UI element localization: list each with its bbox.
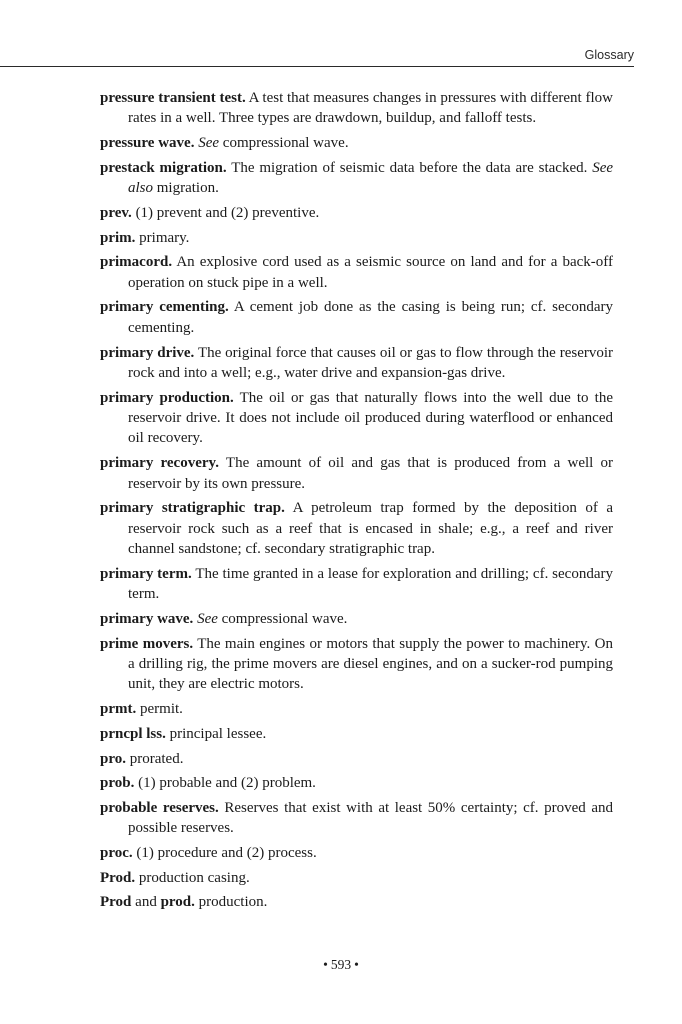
glossary-entry xyxy=(100,843,613,863)
entry-term: primacord. xyxy=(100,254,173,271)
entry-term: pressure transient test. xyxy=(100,90,246,106)
glossary-entry xyxy=(100,133,613,153)
entry-term: probable reserves. xyxy=(100,799,219,816)
glossary-entry xyxy=(100,798,613,839)
glossary-entry xyxy=(100,892,613,912)
entry-definition: primary. xyxy=(139,229,190,246)
entry-term: prmt. xyxy=(100,701,137,718)
entry-definition: prorated. xyxy=(129,750,184,767)
entry-definition: compressional wave. xyxy=(222,135,349,152)
glossary-entry xyxy=(100,749,613,769)
see-reference: See xyxy=(197,610,218,627)
entry-term: prncpl lss. xyxy=(100,725,166,742)
entry-term: prime movers. xyxy=(100,635,194,652)
glossary-entry xyxy=(100,88,613,129)
entry-term-alt: prod. xyxy=(160,894,195,911)
entry-definition: The time granted in a lease for exploration and drilling; cf. secondary term. xyxy=(128,565,613,603)
entry-term: primary cementing. xyxy=(100,299,229,316)
glossary-entries xyxy=(100,88,613,917)
glossary-entry xyxy=(100,252,613,293)
bullet-left: • xyxy=(323,957,328,972)
entry-definition: Reserves that exist with at least 50% certainty; cf. proved and possible reserves. xyxy=(128,799,613,837)
glossary-entry xyxy=(100,724,613,744)
glossary-entry xyxy=(100,773,613,793)
entry-definition: production. xyxy=(198,894,268,911)
glossary-entry xyxy=(100,388,613,449)
entry-term: primary recovery. xyxy=(100,455,219,472)
see-also-reference: See also xyxy=(128,159,614,197)
entry-term: primary term. xyxy=(100,565,192,582)
header-rule xyxy=(0,66,634,67)
entry-definition: The migration of seismic data before the data are stacked. xyxy=(231,159,588,176)
glossary-entry xyxy=(100,564,613,605)
entry-term: prev. xyxy=(100,204,132,221)
entry-definition: principal lessee. xyxy=(169,725,267,742)
entry-term: proc. xyxy=(100,845,133,862)
entry-term: primary wave. xyxy=(100,610,194,627)
entry-definition: The original force that causes oil or gas to flow through the reservoir rock and into a well; e.g., water drive and expansion-gas drive. xyxy=(128,344,614,381)
entry-term: prob. xyxy=(100,775,135,792)
entry-term: pro. xyxy=(100,750,126,767)
glossary-entry xyxy=(100,297,613,338)
entry-definition: A cement job done as the casing is being run; cf. secondary cementing. xyxy=(128,299,613,336)
running-head: Glossary xyxy=(584,48,634,62)
glossary-entry xyxy=(100,453,613,494)
entry-term: primary stratigraphic trap. xyxy=(100,500,285,517)
entry-definition: compressional wave. xyxy=(221,610,348,627)
entry-definition: A petroleum trap formed by the deposition of a reservoir rock such as a reef that is encased in shale; e.g., a reef and river channel sandstone; cf. secondary stratigraphic trap. xyxy=(128,500,613,558)
bullet-right: • xyxy=(354,957,359,972)
entry-definition: The oil or gas that naturally flows into the well due to the reservoir drive. It does not include oil produced during waterflood or enhanced oil recovery. xyxy=(128,389,614,447)
glossary-entry xyxy=(100,699,613,719)
entry-term: prim. xyxy=(100,229,136,246)
entry-conjunction: and xyxy=(135,894,157,911)
glossary-entry xyxy=(100,868,613,888)
entry-definition: A test that measures changes in pressures with different flow rates in a well. Three types are drawdown, buildup, and falloff tests. xyxy=(128,90,613,127)
entry-definition: production casing. xyxy=(138,869,250,886)
entry-definition: (1) probable and (2) problem. xyxy=(138,775,316,792)
entry-definition: An explosive cord used as a seismic source on land and for a back-off operation on stuck pipe in a well. xyxy=(128,254,613,291)
glossary-entry xyxy=(100,203,613,223)
glossary-entry xyxy=(100,158,613,199)
entry-definition: The main engines or motors that supply the power to machinery. On a drilling rig, the prime movers are diesel engines, and on a sucker-rod pumping unit, they are electric motors. xyxy=(128,635,613,693)
glossary-entry xyxy=(100,228,613,248)
entry-definition: (1) procedure and (2) process. xyxy=(136,845,317,862)
page-number: 593 xyxy=(330,957,352,972)
glossary-entry xyxy=(100,498,613,559)
entry-definition-tail: migration. xyxy=(156,180,219,197)
entry-term: primary drive. xyxy=(100,344,195,361)
entry-definition: permit. xyxy=(140,701,183,718)
entry-term: Prod. xyxy=(100,869,136,886)
entry-term: prestack migration. xyxy=(100,159,227,176)
entry-definition: The amount of oil and gas that is produced from a well or reservoir by its own pressure. xyxy=(128,455,614,492)
see-reference: See xyxy=(198,135,220,152)
entry-definition: (1) prevent and (2) preventive. xyxy=(135,204,320,221)
glossary-entry xyxy=(100,343,613,384)
entry-term: pressure wave. xyxy=(100,135,195,152)
page-number-footer xyxy=(0,957,682,973)
glossary-entry xyxy=(100,634,613,695)
entry-term: Prod xyxy=(100,894,132,911)
entry-term: primary production. xyxy=(100,389,234,406)
glossary-entry xyxy=(100,609,613,629)
